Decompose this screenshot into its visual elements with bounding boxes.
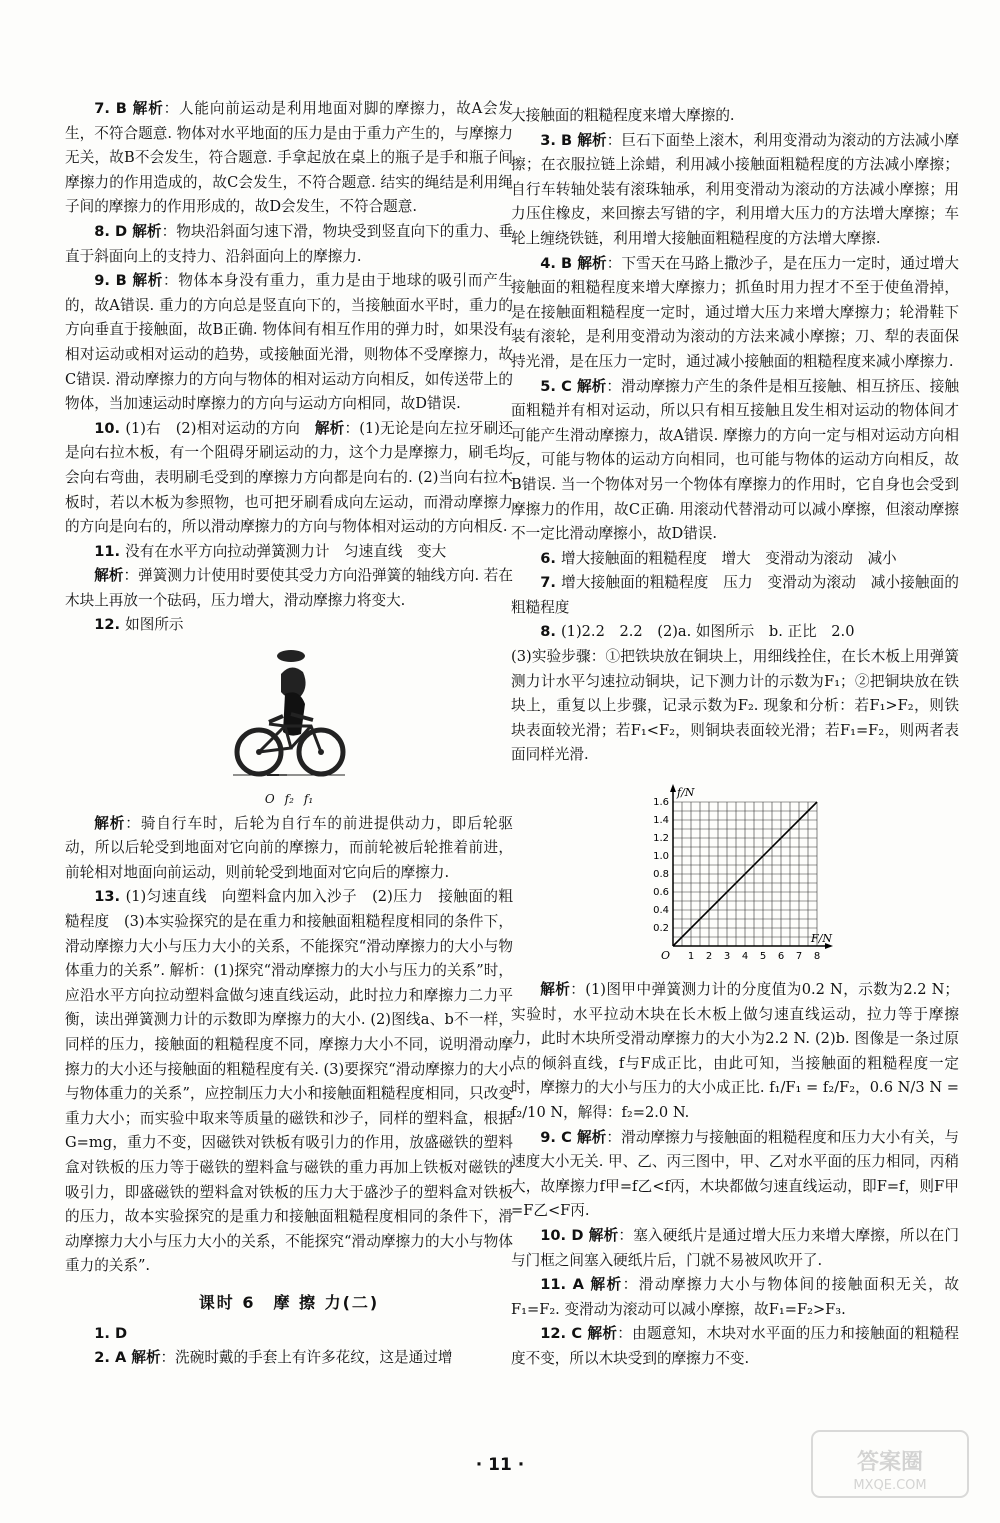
left-column [65, 97, 513, 1371]
figure-label: O [264, 792, 275, 807]
question-number: 5. C [540, 377, 577, 395]
x-tick-label: 6 [777, 951, 785, 963]
friction-force-graph [635, 774, 835, 974]
analysis-label: 解析 [587, 1325, 618, 1343]
bicycle-figure-labels [65, 787, 513, 812]
question-number: 9. C [540, 1128, 577, 1146]
y-tick-label: 1.0 [653, 851, 669, 863]
explanation-text: ：下雪天在马路上撒沙子，是在压力一定时，通过增大接触面的粗糙程度来增大摩擦力；抓鱼时用力捏才不至于使鱼滑掉，是在接触面粗糙程度一定时，通过增大压力来增大摩擦力；轮滑鞋下装有滚轮，是利用变滑动为滚动的方法来减小摩擦；刀、犁的表面保持光滑，是在压力一定时，通过减小接触面的粗糙程度来减小摩擦力. [511, 254, 959, 370]
question-number: 9. B [94, 272, 133, 290]
answer-paragraph [511, 620, 959, 645]
right-column [511, 104, 959, 1372]
y-tick-label: 1.6 [653, 797, 669, 809]
answer-paragraph [511, 1224, 959, 1273]
explanation-text: (3)本实验探究的是在重力和接触面粗糙程度相同的条件下，滑动摩擦力大小与压力大小的关系，不能探究“滑动摩擦力的大小与物体重力的关系”. 解析：(1)探究“滑动摩擦力的大小与压力的关系”时，应沿水平方向拉动塑料盒做匀速直线运动，此时拉力和摩擦力二力平衡，读出弹簧测力计的示数即为摩擦力的大小. (2)图线a、b不一样，同样的压力，接触面的粗糙程度不同，摩擦力大小不同，说明滑动摩擦力的大小还与接触面的粗糙程度有关. (3)要探究“滑动摩擦力的大小与物体重力的关系”，应控制压力大小和接触面粗糙程度相同，只改变重力大小；而实验中取来等质量的磁铁和沙子，同样的塑料盒，根据G=mg，重力不变，因磁铁对铁板有吸引力的作用，放盛磁铁的塑料盒对铁板的压力等于磁铁的塑料盒与磁铁的重力再加上铁板对磁铁的吸引力，即盛磁铁的塑料盒对铁板的压力大于盛沙子的塑料盒对铁板的压力，故本实验探究的是重力和接触面粗糙程度相同的条件下，滑动摩擦力大小与压力大小的关系，不能探究“滑动摩擦力的大小与物体重力的关系”. [65, 913, 513, 1275]
explanation-text: ：人能向前运动是利用地面对脚的摩擦力，故A会发生，不符合题意. 物体对水平地面的压力是由于重力产生的，与摩擦力无关，故B不会发生，符合题意. 手拿起放在桌上的瓶子是手和瓶子间摩擦力的作用造成的，故C会发生，不符合题意. 结实的绳结是利用绳子间的摩擦力的作用形成的，故D会发生，不符合题意. [65, 100, 513, 216]
x-tick-label: 1 [687, 951, 695, 963]
answer-text: 没有在水平方向拉动弹簧测力计 匀速直线 变大 [125, 542, 447, 560]
answer-paragraph [65, 812, 513, 886]
answer-paragraph [511, 129, 959, 252]
question-number: 7. B [94, 100, 133, 117]
explanation-text: 大接触面的粗糙程度来增大摩擦的. [511, 107, 735, 124]
question-number: 4. B [540, 254, 578, 272]
x-tick-label: 3 [723, 951, 731, 963]
question-number: 6. [540, 549, 561, 567]
answer-paragraph [65, 269, 513, 417]
explanation-text: (3)实验步骤：①把铁块放在铜块上，用细线拴住，在长木板上用弹簧测力计水平匀速拉动铜块，记下测力计的示数为F₁；②把铜块放在铁块上，重复以上步骤，记录示数为F₂. 现象和分析：若F₁>F₂，则铁块表面较光滑；若F₁<F₂，则铜块表面较光滑；若F₁=F₂，则两者表面同样光滑. [511, 648, 959, 764]
explanation-text: ：巨石下面垫上滚木，利用变滑动为滚动的方法减小摩擦；在衣服拉链上涂蜡，利用减小接触面粗糙程度的方法减小摩擦；自行车转轴处装有滚珠轴承，利用变滑动为滚动的方法减小摩擦；用力压住橡皮，来回擦去写错的字，利用增大压力的方法增大摩擦；车轮上缠绕铁链，利用增大接触面粗糙程度的方法增大摩擦. [511, 131, 959, 247]
y-axis-label: f/N [677, 786, 695, 800]
analysis-label: 解析 [132, 100, 164, 117]
explanation-text: ：弹簧测力计使用时要使其受力方向沿弹簧的轴线方向. 若在木块上再放一个砝码，压力增大，滑动摩擦力将变大. [65, 567, 513, 609]
analysis-label: 解析 [94, 814, 126, 832]
answer-text: 增大接触面的粗糙程度 压力 变滑动为滚动 减小接触面的粗糙程度 [511, 574, 959, 616]
answer-paragraph [65, 220, 513, 269]
explanation-text: ：塞入硬纸片是通过增大压力来增大摩擦，所以在门与门框之间塞入硬纸片后，门就不易被风吹开了. [511, 1226, 959, 1269]
answer-paragraph [65, 1346, 513, 1371]
answer-text: (1)右 (2)相对运动的方向 [125, 419, 315, 437]
figure-label: f₁ [303, 792, 314, 807]
answer-paragraph [511, 1322, 959, 1371]
explanation-text: ：滑动摩擦力与接触面的粗糙程度和压力大小有关，与速度大小无关. 甲、乙、丙三图中，甲、乙对水平面的压力相同，丙稍大，故摩擦力f甲=f乙<f丙，木块都做匀速直线运动，即F=f，则F甲=F乙<F丙. [511, 1128, 959, 1220]
question-number: 10. D [540, 1226, 589, 1244]
answer-paragraph [511, 547, 959, 572]
answer-paragraph [65, 885, 513, 1279]
answer-text: (1)2.2 2.2 (2)a. 如图所示 b. 正比 2.0 [560, 623, 855, 641]
origin-label: O [661, 949, 671, 963]
answer-paragraph [65, 613, 513, 638]
y-tick-label: 1.2 [653, 833, 669, 845]
answer-paragraph [65, 417, 513, 540]
question-number: 8. [540, 623, 561, 641]
answer-paragraph [65, 97, 513, 220]
answer-paragraph [511, 978, 959, 1126]
question-number: 13. [94, 888, 126, 906]
answer-paragraph [511, 1126, 959, 1224]
question-number: 10. [94, 419, 126, 437]
explanation-text: ：洗碗时戴的手套上有许多花纹，这是通过增 [160, 1349, 453, 1367]
question-number: 12. [94, 616, 126, 634]
watermark-logo [810, 1429, 970, 1499]
question-number: 11. A [540, 1276, 591, 1294]
analysis-label: 解析 [577, 254, 607, 272]
answer-text: 增大接触面的粗糙程度 增大 变滑动为滚动 减小 [560, 549, 897, 567]
x-axis-label: F/N [811, 932, 832, 946]
y-tick-label: 0.8 [653, 869, 669, 881]
answer-paragraph [511, 252, 959, 375]
analysis-label: 解析 [314, 419, 345, 437]
x-tick-label: 2 [705, 951, 713, 963]
x-tick-label: 7 [795, 951, 803, 963]
analysis-label: 解析 [576, 377, 607, 395]
answer-text: 如图所示 [125, 616, 184, 634]
answer-paragraph [511, 104, 959, 129]
explanation-text: ：骑自行车时，后轮为自行车的前进提供动力，即后轮驱动，所以后轮受到地面对它向前的摩擦力，而前轮被后轮推着前进，前轮相对地面向前运动，则前轮受到地面对它向后的摩擦力. [65, 814, 513, 881]
question-number: 2. A [94, 1349, 132, 1367]
page-number: · 11 · [475, 1455, 525, 1475]
answer-text: (1)匀速直线 向塑料盒内加入沙子 (2)压力 接触面的粗糙程度 [65, 888, 513, 931]
analysis-label: 解析 [588, 1226, 619, 1244]
analysis-label: 解析 [590, 1276, 623, 1294]
y-tick-label: 0.2 [653, 923, 669, 935]
question-number: 7. [540, 574, 562, 592]
answer-paragraph [511, 571, 959, 620]
section-title: 课时 6 摩 擦 力(二) [198, 1292, 380, 1312]
question-number: 1. D [94, 1324, 128, 1342]
answer-paragraph [511, 1273, 959, 1322]
answer-paragraph [65, 540, 513, 565]
explanation-text: ：(1)图甲中弹簧测力计的分度值为0.2 N，示数为2.2 N；实验时，水平拉动木块在长木板上做匀速直线运动，拉力等于摩擦力，此时木块所受滑动摩擦力的大小为2.2 N. (2)b. 图像是一条过原点的倾斜直线，f与F成正比，由此可知，当接触面的粗糙程度一定时，摩擦力的大小与压力的大小成正比. f₁/F₁ = f₂/F₂，0.6 N/3 N = f₂/10 N，解得：f₂=2.0 N. [511, 981, 959, 1121]
x-tick-label: 4 [741, 951, 749, 963]
answer-paragraph [65, 564, 513, 613]
explanation-text: ：滑动摩擦力大小与物体间的接触面积无关，故F₁=F₂. 变滑动为滚动可以减小摩擦，故F₁=F₂>F₃. [511, 1276, 959, 1318]
x-tick-label: 5 [759, 951, 767, 963]
analysis-label: 解析 [132, 272, 163, 290]
explanation-text: ：滑动摩擦力产生的条件是相互接触、相互挤压、接触面粗糙并有相对运动，所以只有相互接触且发生相对运动的物体间才可能产生滑动摩擦力，故A错误. 摩擦力的方向一定与相对运动方向相反，可能与物体的运动方向相同，也可能与物体的运动方向相反，故B错误. 当一个物体对另一个物体有摩擦力的作用时，它自身也会受到摩擦力的作用，故C正确. 用滚动代替滑动可以减小摩擦，但滚动摩擦不一定比滑动摩擦小，故D错误. [511, 377, 959, 543]
svg-text:答案圈: 答案圈 [856, 1450, 924, 1475]
analysis-label: 解析 [131, 1349, 161, 1367]
y-axis-arrow [670, 784, 676, 792]
analysis-label: 解析 [94, 567, 124, 585]
y-tick-label: 0.6 [653, 887, 669, 899]
x-tick-label: 8 [813, 951, 821, 963]
answer-paragraph [511, 645, 959, 768]
figure-label: f₂ [284, 792, 294, 807]
answer-paragraph [511, 375, 959, 547]
question-number: 8. D [94, 222, 133, 240]
analysis-label: 解析 [577, 131, 607, 149]
explanation-text: ：(1)无论是向左拉牙刷还是向右拉木板，有一个阻碍牙刷运动的力，这个力是摩擦力，刷毛均会向右弯曲，表明刷毛受到的摩擦力方向都是向右的. (2)当向右拉木板时，若以木板为参照物，也可把牙刷看成向左运动，而滑动摩擦力的方向是向右的，所以滑动摩擦力的方向与物体相对运动的方向相反. [65, 419, 513, 536]
question-number: 12. C [540, 1325, 588, 1343]
question-number: 3. B [540, 131, 578, 149]
analysis-label: 解析 [540, 981, 571, 999]
y-tick-label: 1.4 [653, 815, 669, 827]
explanation-text: ：由题意知，木块对水平面的压力和接触面的粗糙程度不变，所以木块受到的摩擦力不变. [511, 1325, 959, 1367]
explanation-text: ：物块沿斜面匀速下滑，物块受到竖直向下的重力、垂直于斜面向上的支持力、沿斜面向上的摩擦力. [65, 222, 513, 265]
bicycle-figure [229, 644, 349, 789]
analysis-label: 解析 [132, 222, 162, 240]
question-number: 11. [94, 542, 126, 560]
explanation-text: ：物体本身没有重力，重力是由于地球的吸引而产生的，故A错误. 重力的方向总是竖直向下的，当接触面水平时，重力的方向垂直于接触面，故B正确. 物体间有相互作用的弹力时，如果没有相对运动或相对运动的趋势，或接触面光滑，则物体不受摩擦力，故C错误. 滑动摩擦力的方向与物体的相对运动方向相反，如传送带上的物体，当加速运动时摩擦力的方向与运动方向相同，故D错误. [65, 272, 513, 413]
svg-text:MXQE.COM: MXQE.COM [853, 1478, 927, 1493]
answer-paragraph [65, 1322, 513, 1347]
analysis-label: 解析 [576, 1128, 607, 1146]
y-tick-label: 0.4 [653, 905, 669, 917]
